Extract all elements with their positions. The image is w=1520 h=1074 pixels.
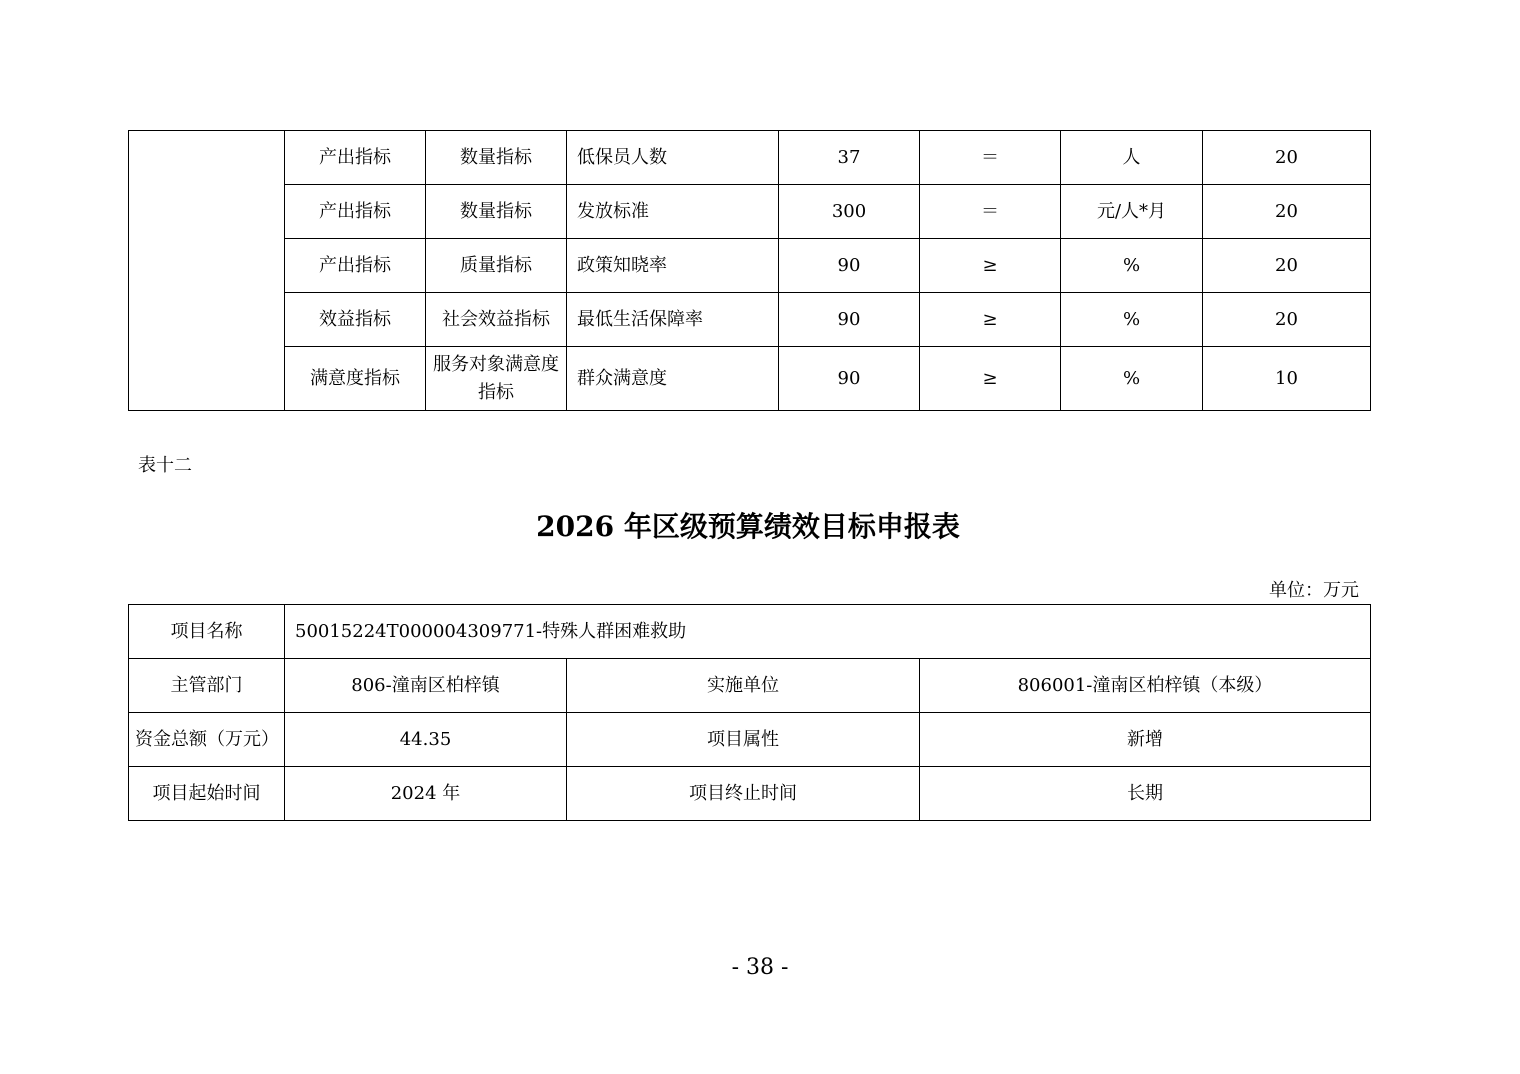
indicator-level2: 数量指标 bbox=[426, 131, 567, 185]
indicator-weight: 10 bbox=[1203, 347, 1371, 411]
end-time-value: 长期 bbox=[920, 767, 1371, 821]
indicator-value: 37 bbox=[779, 131, 920, 185]
indicator-level1: 满意度指标 bbox=[285, 347, 426, 411]
start-time-value: 2024 年 bbox=[285, 767, 567, 821]
unit-note: 单位：万元 bbox=[1269, 580, 1359, 601]
indicator-operator: ≥ bbox=[920, 293, 1061, 347]
funds-label: 资金总额（万元） bbox=[129, 713, 285, 767]
table-row bbox=[129, 347, 1371, 411]
indicator-weight: 20 bbox=[1203, 131, 1371, 185]
indicator-unit: % bbox=[1061, 239, 1203, 293]
indicator-unit: 人 bbox=[1061, 131, 1203, 185]
table-row bbox=[129, 659, 1371, 713]
table-row bbox=[129, 293, 1371, 347]
indicator-level1: 产出指标 bbox=[285, 185, 426, 239]
indicator-name: 发放标准 bbox=[567, 185, 779, 239]
funds-value: 44.35 bbox=[285, 713, 567, 767]
indicator-level1: 产出指标 bbox=[285, 239, 426, 293]
indicator-level2: 服务对象满意度指标 bbox=[426, 347, 567, 411]
table-row bbox=[129, 131, 1371, 185]
dept-value: 806-潼南区柏梓镇 bbox=[285, 659, 567, 713]
merged-blank-cell bbox=[129, 131, 285, 411]
table-label: 表十二 bbox=[138, 455, 192, 476]
indicator-name: 政策知晓率 bbox=[567, 239, 779, 293]
page-number: - 38 - bbox=[731, 955, 789, 980]
indicator-level2: 数量指标 bbox=[426, 185, 567, 239]
end-time-label: 项目终止时间 bbox=[567, 767, 920, 821]
indicator-value: 300 bbox=[779, 185, 920, 239]
indicator-weight: 20 bbox=[1203, 239, 1371, 293]
dept-label: 主管部门 bbox=[129, 659, 285, 713]
attr-value: 新增 bbox=[920, 713, 1371, 767]
indicator-level1: 产出指标 bbox=[285, 131, 426, 185]
indicator-name: 最低生活保障率 bbox=[567, 293, 779, 347]
impl-unit-value: 806001-潼南区柏梓镇（本级） bbox=[920, 659, 1371, 713]
indicator-operator: ＝ bbox=[920, 185, 1061, 239]
table-row bbox=[129, 185, 1371, 239]
indicator-level2: 社会效益指标 bbox=[426, 293, 567, 347]
impl-unit-label: 实施单位 bbox=[567, 659, 920, 713]
indicator-operator: ≥ bbox=[920, 239, 1061, 293]
start-time-label: 项目起始时间 bbox=[129, 767, 285, 821]
table-row bbox=[129, 767, 1371, 821]
table-row bbox=[129, 605, 1371, 659]
indicator-unit: % bbox=[1061, 293, 1203, 347]
performance-indicator-table bbox=[128, 130, 1371, 411]
indicator-value: 90 bbox=[779, 293, 920, 347]
indicator-level2: 质量指标 bbox=[426, 239, 567, 293]
table-row bbox=[129, 239, 1371, 293]
indicator-name: 群众满意度 bbox=[567, 347, 779, 411]
attr-label: 项目属性 bbox=[567, 713, 920, 767]
indicator-weight: 20 bbox=[1203, 293, 1371, 347]
indicator-weight: 20 bbox=[1203, 185, 1371, 239]
project-name-value: 50015224T000004309771-特殊人群困难救助 bbox=[285, 605, 1371, 659]
indicator-operator: ≥ bbox=[920, 347, 1061, 411]
indicator-value: 90 bbox=[779, 239, 920, 293]
indicator-level1: 效益指标 bbox=[285, 293, 426, 347]
indicator-unit: 元/人*月 bbox=[1061, 185, 1203, 239]
indicator-operator: ＝ bbox=[920, 131, 1061, 185]
project-info-table bbox=[128, 604, 1371, 821]
indicator-name: 低保员人数 bbox=[567, 131, 779, 185]
indicator-value: 90 bbox=[779, 347, 920, 411]
table-row bbox=[129, 713, 1371, 767]
indicator-unit: % bbox=[1061, 347, 1203, 411]
project-name-label: 项目名称 bbox=[129, 605, 285, 659]
page-title: 2026 年区级预算绩效目标申报表 bbox=[536, 510, 960, 543]
